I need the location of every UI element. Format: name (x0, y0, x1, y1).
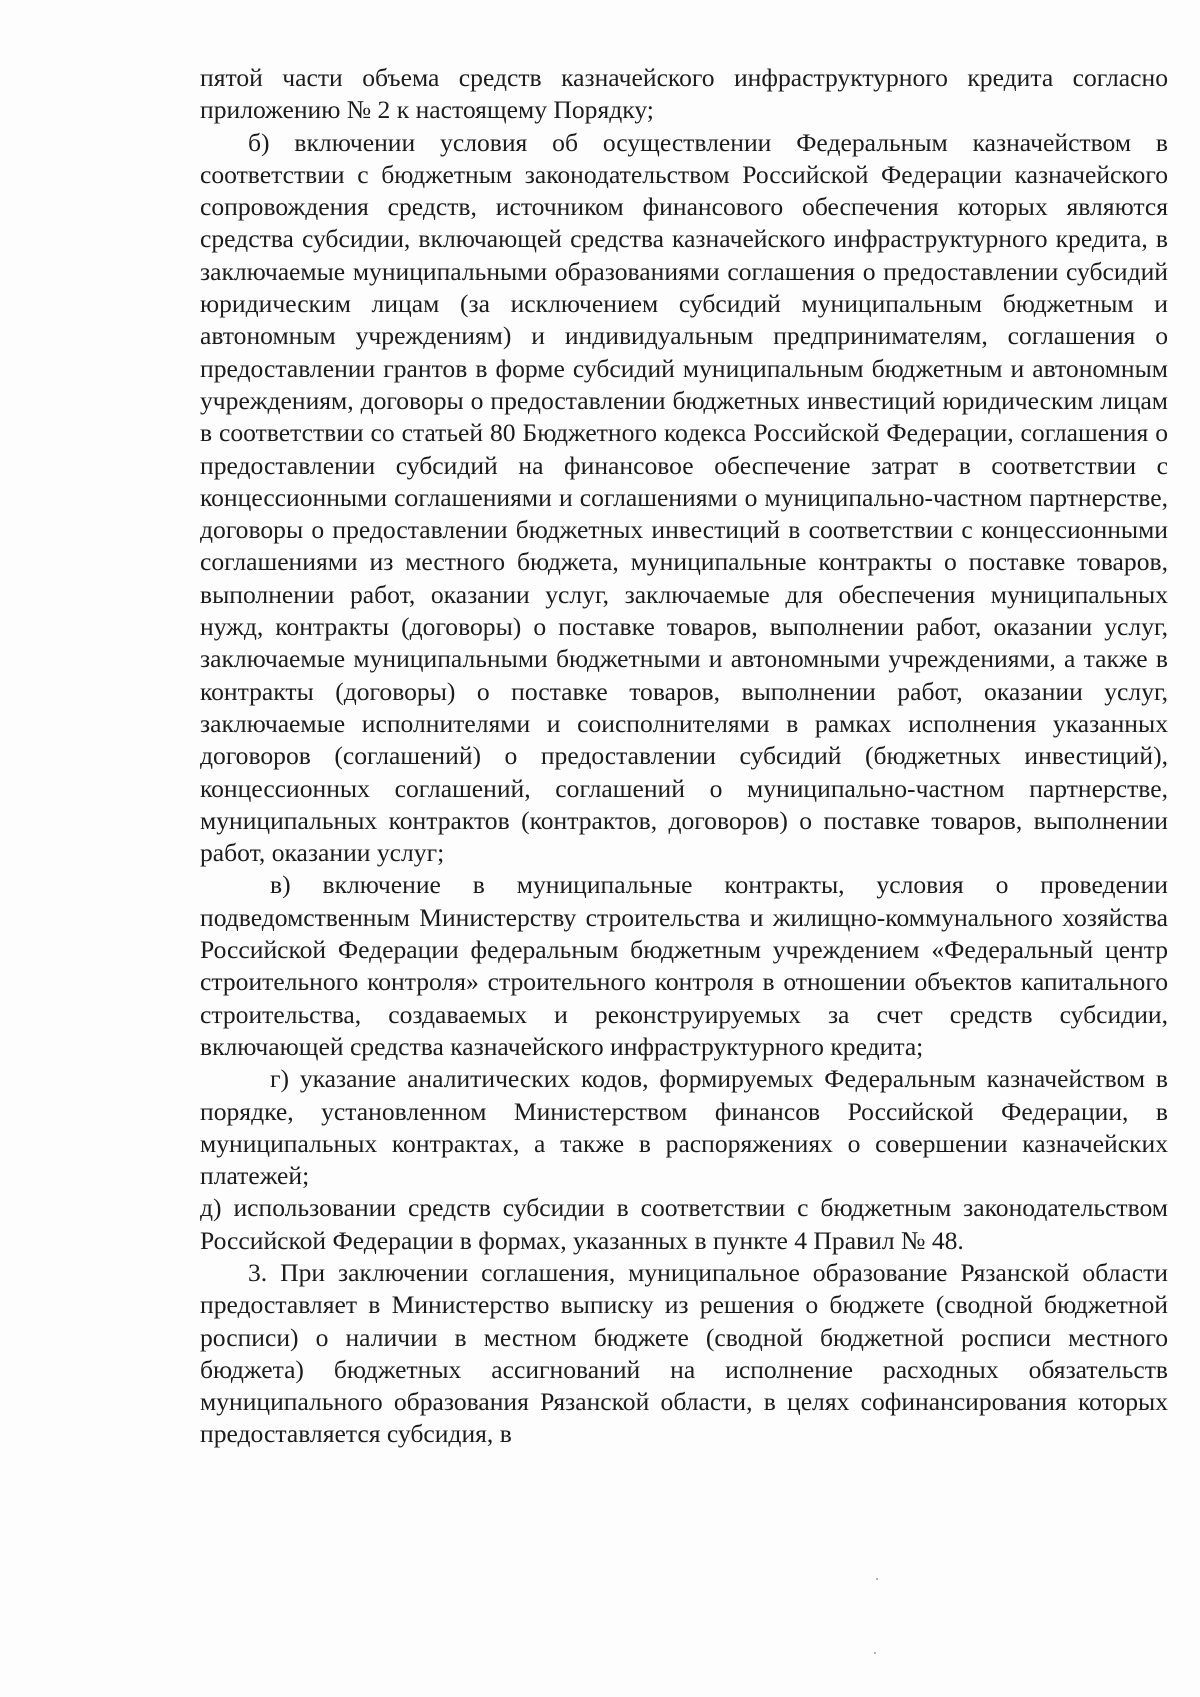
paragraph-item-g: г) указание аналитических кодов, формируемых Федеральным казначейством в порядке, установленном Министерством финансов Российской Федерации, в муниципальных контрактах, а также в распоряжениях о совершении казначейских платежей; (200, 1064, 1168, 1191)
paragraph-item-3: 3. При заключении соглашения, муниципальное образование Рязанской области предоставляет в Министерство выписку из решения о бюджете (сводной бюджетной росписи) о наличии в местном бюджете (сводной бюджетной росписи местного бюджета) бюджетных ассигнований на исполнение расходных обязательств муниципального образования Рязанской области, в целях софинансирования которых предоставляется субсидия, в (200, 1257, 1168, 1449)
paragraph-continuation: пятой части объема средств казначейского инфраструктурного кредита согласно приложению № 2 к настоящему Порядку; (200, 63, 1168, 125)
paragraph-item-d: д) использовании средств субсидии в соответствии с бюджетным законодательством Российской Федерации в формах, указанных в пункте 4 Правил № 48. (200, 1193, 1168, 1255)
scan-speck (876, 1578, 878, 1580)
scan-speck (874, 1652, 876, 1654)
paragraph-item-v: в) включение в муниципальные контракты, условия о проведении подведомственным Министерству строительства и жилищно-коммунального хозяйства Российской Федерации федеральным бюджетным учреждением «Федеральный центр строительного контроля» строительного контроля в отношении объектов капитального строительства, создаваемых и реконструируемых за счет средств субсидии, включающей средства казначейского инфраструктурного кредита; (200, 870, 1168, 1061)
document-body (200, 62, 1168, 1451)
paragraph-item-b: б) включении условия об осуществлении Федеральным казначейством в соответствии с бюджетным законодательством Российской Федерации казначейского сопровождения средств, источником финансового обеспечения которых являются средства субсидии, включающей средства казначейского инфраструктурного кредита, в заключаемые муниципальными образованиями соглашения о предоставлении субсидий юридическим лицам (за исключением субсидий муниципальным бюджетным и автономным учреждениям) и индивидуальным предпринимателям, соглашения о предоставлении грантов в форме субсидий муниципальным бюджетным и автономным учреждениям, договоры о предоставлении бюджетных инвестиций юридическим лицам в соответствии со статьей 80 Бюджетного кодекса Российской Федерации, соглашения о предоставлении субсидий на финансовое обеспечение затрат в соответствии с концессионными соглашениями и соглашениями о муниципально-частном партнерстве, договоры о предоставлении бюджетных инвестиций в соответствии с концессионными соглашениями из местного бюджета, муниципальные контракты о поставке товаров, выполнении работ, оказании услуг, заключаемые для обеспечения муниципальных нужд, контракты (договоры) о поставке товаров, выполнении работ, оказании услуг, заключаемые муниципальными бюджетными и автономными учреждениями, а также в контракты (договоры) о поставке товаров, выполнении работ, оказании услуг, заключаемые исполнителями и соисполнителями в рамках исполнения указанных договоров (соглашений) о предоставлении субсидий (бюджетных инвестиций), концессионных соглашений, соглашений о муниципально-частном партнерстве, муниципальных контрактов (контрактов, договоров) о поставке товаров, выполнении работ, оказании услуг; (200, 127, 1168, 868)
